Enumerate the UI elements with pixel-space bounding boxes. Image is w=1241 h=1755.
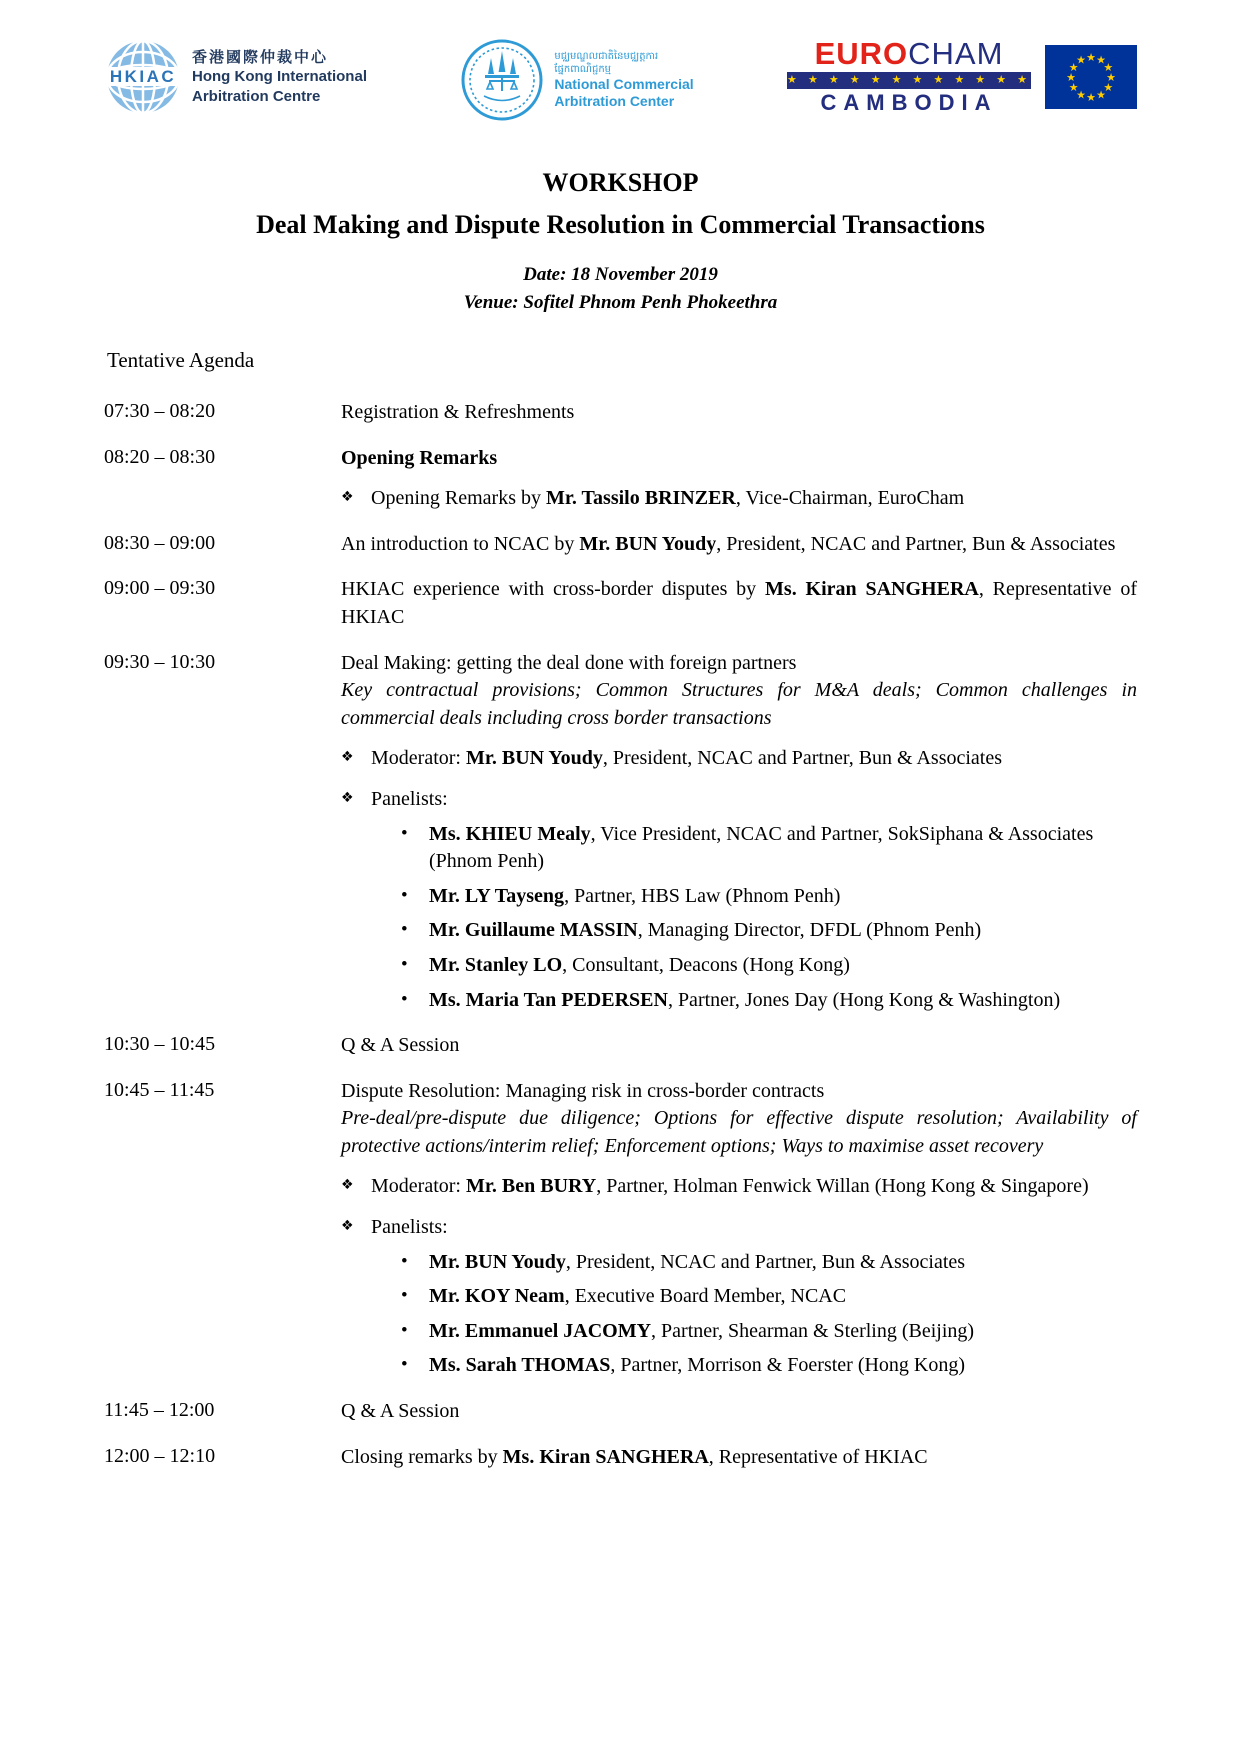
agenda-text: Key contractual provisions; Common Structures for M&A deals; Common challenges in commercial deals including cross border transactions bbox=[341, 679, 1137, 729]
agenda-block-bullet bbox=[401, 987, 1137, 1015]
agenda-block-bullet bbox=[401, 1318, 1137, 1346]
agenda-block-bullet bbox=[401, 883, 1137, 911]
dot-bullet-icon: • bbox=[401, 953, 408, 975]
agenda-row bbox=[104, 1398, 1137, 1426]
svg-text:★: ★ bbox=[1068, 60, 1079, 74]
agenda-block-bold-title bbox=[341, 445, 1137, 473]
hkiac-logo bbox=[104, 38, 367, 116]
agenda-text: An introduction to NCAC by Mr. BUN Youdy, President, NCAC and Partner, Bun & Associates bbox=[341, 532, 1116, 555]
hkiac-chinese-name: 香港國際仲裁中心 bbox=[192, 48, 329, 66]
diamond-bullet-icon: ❖ bbox=[341, 789, 354, 806]
agenda-text: Moderator: Mr. BUN Youdy, President, NCAC and Partner, Bun & Associates bbox=[371, 747, 1003, 770]
agenda-block-italic bbox=[341, 1105, 1137, 1160]
agenda-text: Dispute Resolution: Managing risk in cross-border contracts bbox=[341, 1079, 825, 1102]
agenda-row bbox=[104, 1078, 1137, 1380]
agenda-block-bullet bbox=[401, 917, 1137, 945]
svg-text:★: ★ bbox=[1103, 80, 1114, 94]
agenda-content bbox=[341, 1078, 1137, 1380]
agenda-heading: Tentative Agenda bbox=[107, 348, 255, 372]
ncac-name bbox=[554, 50, 693, 111]
dot-bullet-icon: • bbox=[401, 1250, 408, 1272]
agenda-block-diamond bbox=[341, 485, 1137, 513]
agenda-block-plain bbox=[341, 531, 1137, 559]
dot-bullet-icon: • bbox=[401, 822, 408, 844]
agenda-content bbox=[341, 445, 1137, 513]
eurocham-country-text: CAMBODIA bbox=[820, 90, 998, 115]
agenda-block-diamond bbox=[341, 745, 1137, 773]
agenda-block-bullet bbox=[401, 1283, 1137, 1311]
svg-text:★: ★ bbox=[1086, 90, 1096, 104]
agenda-text: Registration & Refreshments bbox=[341, 401, 575, 423]
agenda-block-plain bbox=[341, 1444, 1137, 1472]
diamond-bullet-icon: ❖ bbox=[341, 749, 354, 766]
agenda-text: Ms. Maria Tan PEDERSEN, Partner, Jones Day (Hong Kong & Washington) bbox=[429, 988, 1061, 1011]
agenda-block-bullet bbox=[401, 952, 1137, 980]
eurocham-cham-text: CHAM bbox=[908, 36, 1004, 71]
agenda-text: Panelists: bbox=[371, 787, 448, 810]
agenda-text: Pre-deal/pre-dispute due diligence; Options for effective dispute resolution; Availability of protective actions/interim relief; Enforcement options; Ways to maximise asset recovery bbox=[341, 1107, 1137, 1157]
svg-text:★: ★ bbox=[1076, 53, 1086, 67]
diamond-bullet-icon: ❖ bbox=[341, 1177, 354, 1194]
agenda-block-plain bbox=[341, 650, 1137, 678]
agenda-time: 12:00 – 12:10 bbox=[104, 1444, 216, 1467]
eu-flag-icon bbox=[1045, 45, 1137, 109]
svg-text:★: ★ bbox=[1066, 70, 1076, 84]
hkiac-name bbox=[192, 48, 367, 107]
eurocham-title bbox=[815, 38, 1004, 69]
agenda-block-bullet bbox=[401, 821, 1137, 876]
dot-bullet-icon: • bbox=[401, 1285, 408, 1307]
svg-text:★: ★ bbox=[1068, 80, 1079, 94]
agenda-text: Ms. Sarah THOMAS, Partner, Morrison & Foerster (Hong Kong) bbox=[429, 1354, 966, 1377]
agenda-block-diamond bbox=[341, 786, 1137, 814]
agenda-time: 08:20 – 08:30 bbox=[104, 445, 216, 468]
eurocham-euro-text: EURO bbox=[814, 36, 909, 71]
event-date: Date: 18 November 2019 bbox=[523, 264, 718, 285]
ncac-logo bbox=[460, 38, 693, 122]
agenda-text: Ms. KHIEU Mealy, Vice President, NCAC and Partner, SokSiphana & Associates (Phnom Penh) bbox=[429, 822, 1094, 873]
agenda-block-italic bbox=[341, 677, 1137, 732]
agenda-content bbox=[341, 1398, 1137, 1426]
agenda-block-diamond bbox=[341, 1173, 1137, 1201]
hkiac-globe-icon bbox=[104, 38, 182, 116]
agenda-text: Q & A Session bbox=[341, 1400, 460, 1423]
agenda-text: Closing remarks by Ms. Kiran SANGHERA, Representative of HKIAC bbox=[341, 1445, 928, 1468]
header bbox=[104, 38, 1137, 146]
svg-text:★: ★ bbox=[1076, 87, 1086, 101]
agenda-text: Mr. Emmanuel JACOMY, Partner, Shearman & Sterling (Beijing) bbox=[429, 1319, 975, 1342]
eurocham-star-bar-icon: ★ ★ ★ ★ ★ ★ ★ ★ ★ ★ ★ ★ bbox=[787, 72, 1031, 89]
dot-bullet-icon: • bbox=[401, 1319, 408, 1341]
title-block bbox=[104, 168, 1137, 314]
ncac-khmer-name-line2: ផ្នែកពាណិជ្ជកម្ម bbox=[554, 63, 612, 75]
dot-bullet-icon: • bbox=[401, 1354, 408, 1376]
ncac-seal-icon bbox=[460, 38, 544, 122]
svg-text:★: ★ bbox=[1103, 60, 1114, 74]
ncac-khmer-name-line1: មជ្ឈមណ្ឌលជាតិនៃមជ្ឈត្តការ bbox=[554, 50, 659, 62]
agenda-content bbox=[341, 576, 1137, 631]
eurocham-wordmark bbox=[787, 38, 1031, 115]
hkiac-english-name-line1: Hong Kong International bbox=[192, 68, 367, 86]
svg-text:★: ★ bbox=[1096, 87, 1106, 101]
dot-bullet-icon: • bbox=[401, 884, 408, 906]
agenda-block-bullet bbox=[401, 1352, 1137, 1380]
eurocham-logo bbox=[787, 38, 1137, 115]
agenda-row bbox=[104, 650, 1137, 1015]
agenda-text: Mr. Stanley LO, Consultant, Deacons (Hong Kong) bbox=[429, 953, 850, 976]
agenda-block-bullet bbox=[401, 1249, 1137, 1277]
ncac-english-name-line2: Arbitration Center bbox=[554, 93, 675, 109]
agenda-text: Mr. Guillaume MASSIN, Managing Director, DFDL (Phnom Penh) bbox=[429, 919, 982, 942]
diamond-bullet-icon: ❖ bbox=[341, 489, 354, 506]
agenda-row bbox=[104, 399, 1137, 427]
svg-text:★: ★ bbox=[1096, 53, 1106, 67]
agenda-text: Mr. BUN Youdy, President, NCAC and Partner, Bun & Associates bbox=[429, 1250, 966, 1273]
agenda-content bbox=[341, 531, 1137, 559]
svg-text:★: ★ bbox=[1086, 50, 1096, 64]
agenda-row bbox=[104, 445, 1137, 513]
agenda-block-plain bbox=[341, 1398, 1137, 1426]
agenda-content bbox=[341, 650, 1137, 1015]
agenda-block-plain bbox=[341, 576, 1137, 631]
agenda-content bbox=[341, 399, 1137, 427]
dot-bullet-icon: • bbox=[401, 919, 408, 941]
agenda-time: 09:00 – 09:30 bbox=[104, 577, 216, 600]
workshop-heading: WORKSHOP bbox=[542, 168, 699, 197]
agenda-time: 10:30 – 10:45 bbox=[104, 1033, 216, 1056]
svg-text:HKIAC: HKIAC bbox=[109, 67, 177, 86]
agenda-text: HKIAC experience with cross-border disputes by Ms. Kiran SANGHERA, Representative of HKIAC bbox=[341, 578, 1137, 628]
agenda-text: Moderator: Mr. Ben BURY, Partner, Holman Fenwick Willan (Hong Kong & Singapore) bbox=[371, 1175, 1089, 1198]
agenda-text: Deal Making: getting the deal done with foreign partners bbox=[341, 651, 797, 674]
agenda-time: 07:30 – 08:20 bbox=[104, 400, 216, 422]
agenda-content bbox=[341, 1032, 1137, 1060]
agenda-text: Q & A Session bbox=[341, 1034, 460, 1057]
agenda-section bbox=[104, 348, 1137, 1471]
agenda-text: Opening Remarks by Mr. Tassilo BRINZER, Vice-Chairman, EuroCham bbox=[371, 487, 965, 510]
agenda-row bbox=[104, 1032, 1137, 1060]
ncac-english-name-line1: National Commercial bbox=[554, 75, 694, 92]
svg-text:★: ★ bbox=[1106, 70, 1116, 84]
agenda-block-diamond bbox=[341, 1214, 1137, 1242]
agenda-block-plain bbox=[341, 1032, 1137, 1060]
agenda-block-plain bbox=[341, 1078, 1137, 1106]
agenda-row bbox=[104, 531, 1137, 559]
agenda-block-plain bbox=[341, 399, 1137, 427]
agenda-text: Mr. KOY Neam, Executive Board Member, NCAC bbox=[429, 1285, 847, 1308]
agenda-time: 11:45 – 12:00 bbox=[104, 1399, 215, 1422]
dot-bullet-icon: • bbox=[401, 988, 408, 1010]
agenda-text: Opening Remarks bbox=[341, 446, 498, 469]
hkiac-english-name-line2: Arbitration Centre bbox=[192, 87, 321, 105]
agenda-row bbox=[104, 1444, 1137, 1472]
agenda-time: 08:30 – 09:00 bbox=[104, 531, 216, 554]
agenda-time: 09:30 – 10:30 bbox=[104, 650, 216, 673]
agenda-content bbox=[341, 1444, 1137, 1472]
diamond-bullet-icon: ❖ bbox=[341, 1218, 354, 1235]
workshop-subtitle: Deal Making and Dispute Resolution in Commercial Transactions bbox=[256, 210, 985, 239]
agenda-time: 10:45 – 11:45 bbox=[104, 1078, 215, 1101]
event-venue: Venue: Sofitel Phnom Penh Phokeethra bbox=[463, 292, 778, 313]
agenda-rows bbox=[104, 399, 1137, 1471]
agenda-text: Panelists: bbox=[371, 1216, 448, 1239]
agenda-text: Mr. LY Tayseng, Partner, HBS Law (Phnom Penh) bbox=[429, 884, 841, 907]
agenda-row bbox=[104, 576, 1137, 631]
